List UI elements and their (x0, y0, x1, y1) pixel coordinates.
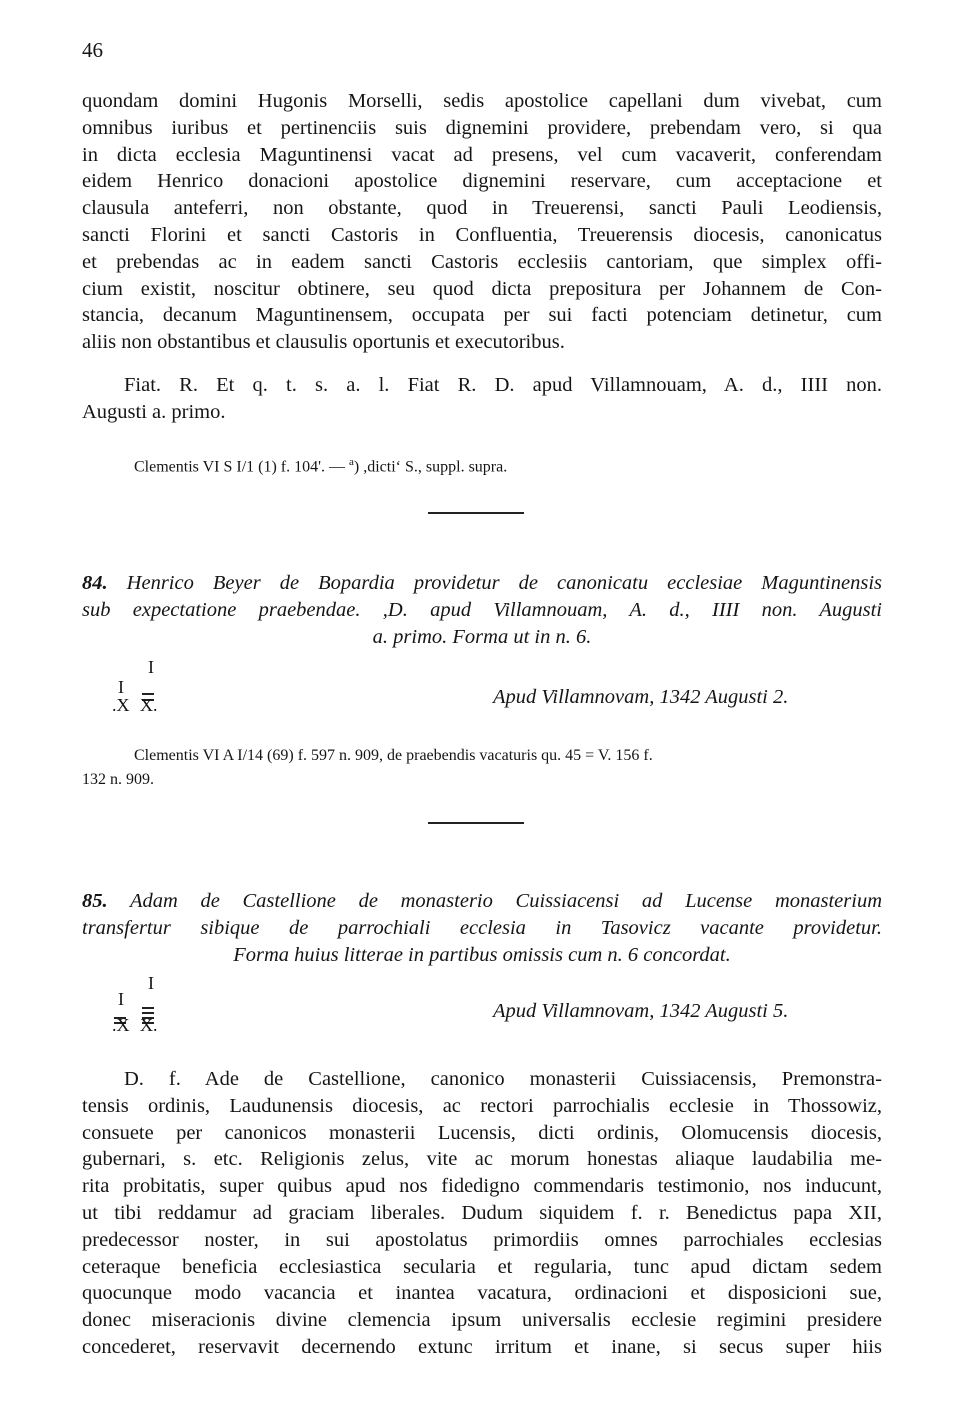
entry-85-text (82, 1066, 882, 1361)
numeral-left: .X (112, 1015, 130, 1035)
entry-85-dateline: Apud Villamnovam, 1342 Augusti 5. (493, 1000, 789, 1022)
text-line: ut tibi reddamur ad graciam liberales. Dudum siquidem f. r. Benedictus papa XII, (82, 1201, 882, 1224)
text-line: predecessor noster, in sui apostolatus primordiis omnes parrochiales ecclesias (82, 1228, 882, 1251)
heading-line: Henrico Beyer de Bopardia providetur de canonicatu ecclesiae Maguntinensis (126, 572, 883, 594)
text-line: concederet, reservavit decernendo extunc irritum et inane, si secus super hiis (82, 1335, 882, 1358)
paragraph-continuation (82, 88, 882, 356)
text-line: ceteraque beneficia ecclesiastica secularia et regularia, tunc apud dictam sedem (82, 1255, 882, 1278)
separator-rule (428, 822, 524, 824)
entry-84-source-note (82, 744, 882, 792)
fiat-formula (82, 372, 882, 426)
numeral-right: X. (140, 1015, 158, 1035)
text-line: aliis non obstantibus et clausulis oportunis et executoribus. (82, 331, 565, 354)
numeral-right: X. (140, 695, 158, 715)
page-number: 46 (82, 38, 103, 62)
text-line: cium existit, noscitur obtinere, seu quod dicta prepositura per Johannem de Con- (82, 277, 882, 300)
heading-line: transfertur sibique de parrochiali ecclesia in Tasovicz vacante providetur. (82, 916, 882, 939)
note-line: Clementis VI A I/14 (69) f. 597 n. 909, de praebendis vacaturis qu. 45 = V. 156 f. (134, 747, 653, 764)
heading-line: a. primo. Forma ut in n. 6. (372, 625, 592, 648)
fiat-line: Fiat. R. Et q. t. s. a. l. Fiat R. D. apud Villamnouam, A. d., IIII non. (124, 374, 882, 396)
footnote-text: Clementis VI S I/1 (1) f. 104'. — (134, 458, 350, 476)
numeral-left: .X (112, 695, 130, 715)
text-line: clausula anteferri, non obstante, quod in Treuerensi, sancti Pauli Leodiensis, (82, 197, 882, 220)
numeral-top: I (148, 973, 154, 993)
footnote-rest: ) ,dicti‘ S., suppl. supra. (353, 458, 508, 476)
text-line: D. f. Ade de Castellione, canonico monasterii Cuissiacensis, Premonstra- (124, 1068, 882, 1090)
fiat-line: Augusti a. primo. (82, 400, 226, 423)
text-line: eidem Henrico donacioni apostolice dignemini reservare, cum acceptacione et (82, 170, 882, 193)
entry-number: 85. (82, 890, 108, 912)
text-line: sancti Florini et sancti Castoris in Confluentia, Treuerensis diocesis, canonicatus (82, 223, 882, 246)
text-line: stancia, decanum Maguntinensem, occupata per sui facti potenciam detinetur, cum (82, 304, 882, 327)
roman-date-85: I I .X X. (112, 973, 158, 1035)
roman-date-84: I I .X X. (112, 657, 158, 715)
heading-line: sub expectatione praebendae. ,D. apud Villamnouam, A. d., IIII non. Augusti (82, 598, 882, 621)
text-line: consuete per canonicos monasterii Lucensis, dicti ordinis, Olomucensis diocesis, (82, 1121, 882, 1144)
heading-line: Forma huius litterae in partibus omissis cum n. 6 concordat. (233, 943, 731, 966)
entry-number: 84. (82, 572, 108, 594)
numeral-top: I (148, 657, 154, 677)
heading-line: Adam de Castellione de monasterio Cuissiacensi ad Lucense monasterium (129, 890, 882, 912)
text-line: quocunque modo vacancia et inantea vacatura, ordinacioni et disposicioni sue, (82, 1282, 882, 1305)
separator-rule (428, 512, 524, 514)
text-line: rita probitatis, super quibus apud nos fidedigno commendaris testimonio, nos inducunt, (82, 1175, 882, 1198)
text-line: omnibus iuribus et pertinenciis suis dignemini providere, prebendam vero, si qua (82, 116, 882, 139)
text-line: in dicta ecclesia Maguntinensi vacat ad presens, vel cum vacaverit, conferendam (82, 143, 882, 166)
text-line: quondam domini Hugonis Morselli, sedis apostolice capellani dum vivebat, cum (82, 90, 882, 112)
text-line: donec miseracionis divine clemencia ipsum universalis ecclesie regimini presidere (82, 1309, 882, 1332)
footnote-source (82, 450, 882, 479)
entry-85-heading (82, 888, 882, 968)
entry-84-heading (82, 570, 882, 650)
text-line: et prebendas ac in eadem sancti Castoris ecclesiis cantoriam, que simplex offi- (82, 250, 882, 273)
note-line: 132 n. 909. (82, 771, 154, 788)
text-line: tensis ordinis, Laudunensis diocesis, ac rectori parrochialis ecclesie in Thossowiz, (82, 1094, 882, 1117)
text-line: gubernari, s. etc. Religionis zelus, vite ac morum honestas aliaque laudabilia me- (82, 1148, 882, 1171)
footnote-marker: a (349, 456, 354, 468)
entry-84-dateline: Apud Villamnovam, 1342 Augusti 2. (493, 686, 789, 708)
